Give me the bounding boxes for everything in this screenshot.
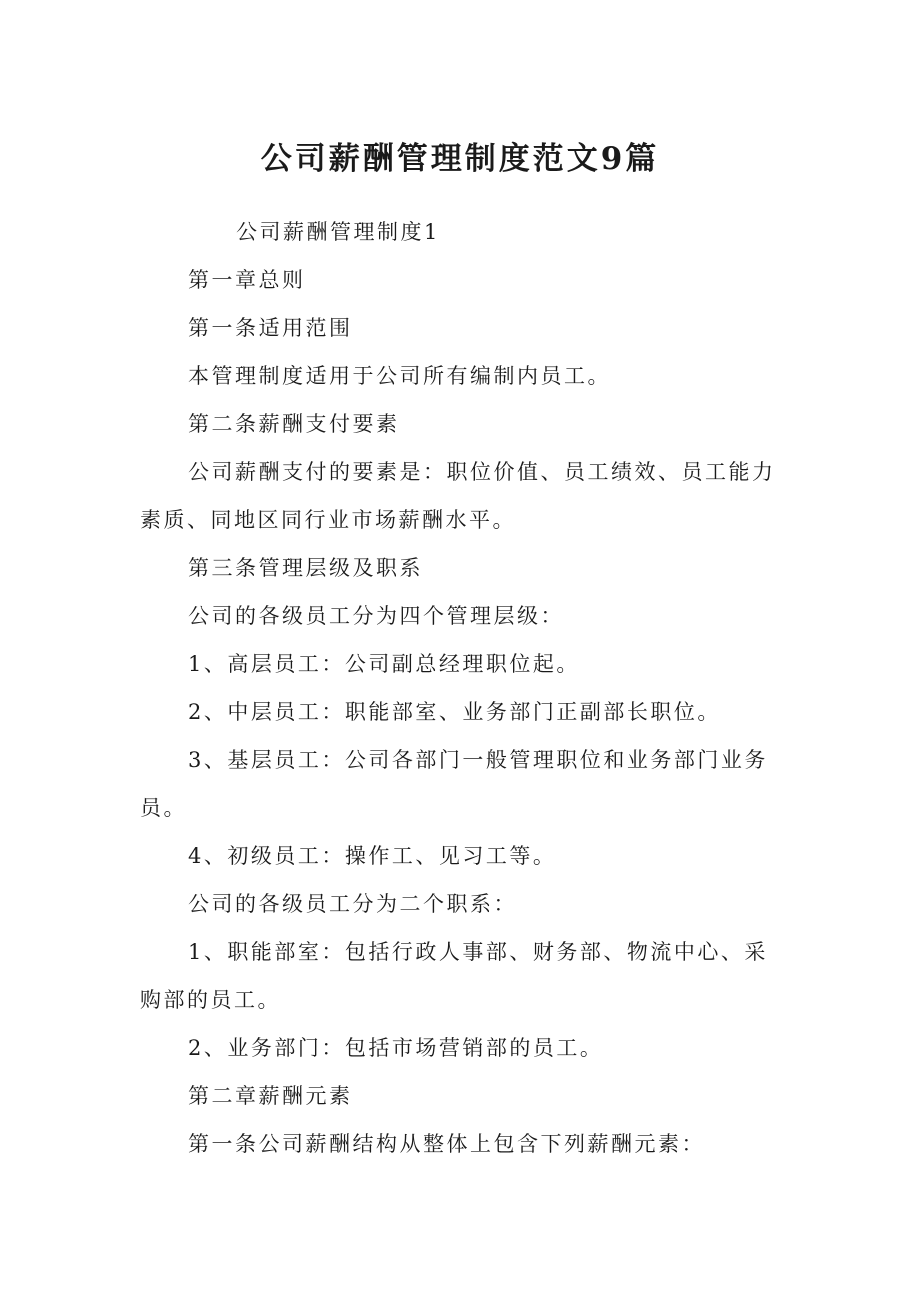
list-item: 1、高层员工：公司副总经理职位起。 [188,652,580,676]
document-title: 公司薪酬管理制度范文9篇 [260,140,660,177]
chapter-heading: 第二章薪酬元素 [188,1084,353,1108]
article-heading: 第二条薪酬支付要素 [188,412,400,436]
body-paragraph: 公司的各级员工分为二个职系： [188,892,517,916]
list-item: 3、基层员工：公司各部门一般管理职位和业务部门业务员。 [140,748,768,820]
list-item: 2、业务部门：包括市场营销部的员工。 [188,1036,604,1060]
article-heading: 第三条管理层级及职系 [188,556,423,580]
body-paragraph: 本管理制度适用于公司所有编制内员工。 [188,364,611,388]
list-item: 4、初级员工：操作工、见习工等。 [188,844,557,868]
body-paragraph: 公司的各级员工分为四个管理层级： [188,604,564,628]
list-item: 2、中层员工：职能部室、业务部门正副部长职位。 [188,700,721,724]
body-paragraph: 公司薪酬支付的要素是：职位价值、员工绩效、员工能力素质、同地区同行业市场薪酬水平。 [140,460,776,532]
article-heading: 第一条适用范围 [188,316,353,340]
list-item: 1、职能部室：包括行政人事部、财务部、物流中心、采购部的员工。 [140,940,768,1012]
section-heading: 公司薪酬管理制度1 [236,220,440,244]
body-paragraph: 第一条公司薪酬结构从整体上包含下列薪酬元素： [188,1132,705,1156]
chapter-heading: 第一章总则 [188,268,306,292]
